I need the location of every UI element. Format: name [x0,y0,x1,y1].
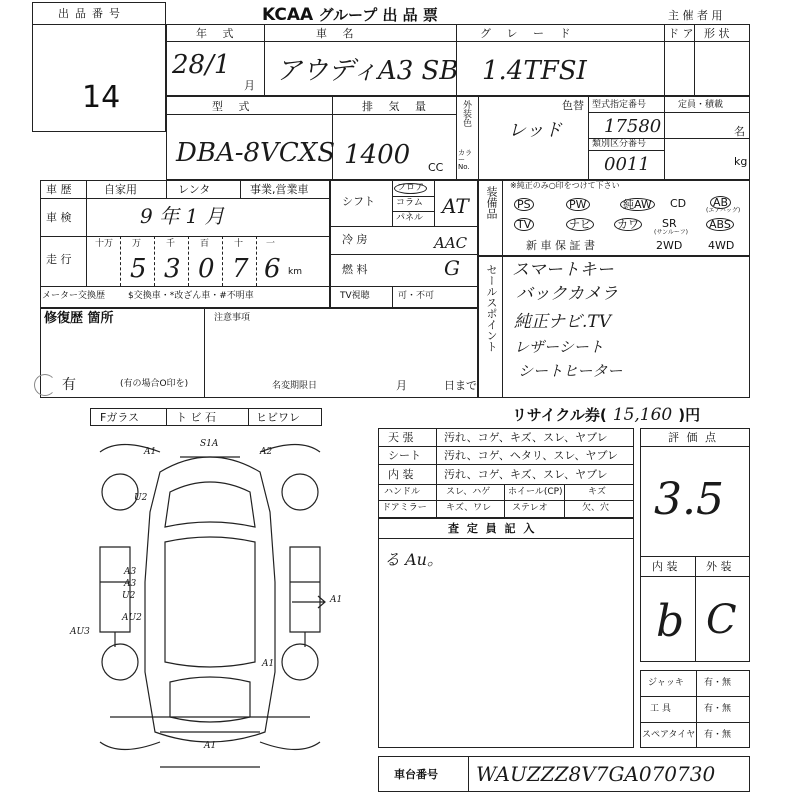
history-opt-business: 事業,営業車 [250,183,309,196]
cond-interior-options: 汚れ、コゲ、キズ、スレ、ヤブレ [444,468,608,481]
mileage-digit-100: 0 [198,254,215,284]
year-label: 年 式 [196,27,240,40]
sales-points-label: セールスポイント [485,264,498,352]
mark-au3: AU3 [70,627,90,637]
color-code-label: カラーNo. [458,149,472,171]
cond-ceiling-label: 天 張 [388,431,414,444]
name-change-label: 名変期限日 [272,381,318,391]
inspector-label: 査 定 員 記 入 [448,522,537,535]
recycle-row [512,404,700,425]
mileage-unit-10k: 万 [132,239,142,249]
model-value: DBA-8VCXS [176,138,336,168]
recycle-value: 15,160 [612,405,673,425]
glass-crack: ヒビワレ [256,411,300,424]
handle-label: ハンドル [384,487,421,497]
ac-value: AAC [434,234,468,252]
kg-unit: kg [734,155,748,168]
jack-value: 有・無 [704,678,732,688]
capacity-label: 定員・積載 [678,100,724,110]
mark-a3-top: A3 [124,567,137,577]
equipment-label: 装備品 [485,186,498,219]
sales-point-3: 純正ナビ.TV [514,312,612,332]
mark-a1-front: A1 [144,447,157,457]
displacement-label: 排 気 量 [362,100,432,113]
fuel-value: G [444,256,460,280]
name-change-day: 日まで [444,379,477,392]
repair-flag: 有 [62,377,76,393]
stereo-label: ステレオ [512,503,548,513]
drive-2wd: 2WD [656,239,683,252]
name-change-month: 月 [396,379,407,392]
repair-label: 修復歴 箇所 [44,311,114,326]
shift-opt-panel: パネル [396,213,424,223]
model-label: 型 式 [212,100,256,113]
drive-4wd: 4WD [708,239,735,252]
car-side-panels [100,457,320,767]
mileage-digit-10: 7 [232,254,249,284]
exterior-grade: C [706,597,737,643]
mark-a3-mid: A3 [124,579,137,589]
class-no-label: 類別区分番号 [592,139,647,149]
car-body-outline [145,457,275,742]
equip-ab-sub: (エアバッグ) [706,207,741,214]
grade-value: 1.4TFSI [482,56,587,86]
meter-label: メーター交換歴 [42,291,106,301]
shape-label: 形 状 [704,27,730,40]
tool-value: 有・無 [704,704,732,714]
chassis-label: 車台番号 [394,768,438,781]
inspection-value: 9 年 1 月 [140,204,225,228]
equip-sr: SR [662,217,677,230]
chassis-value: WAUZZZ8V7GA070730 [476,762,716,786]
car-name-value: アウディA3 SB [276,56,459,86]
notes-label: 注意事項 [214,313,251,323]
sales-point-2: バックカメラ [516,284,618,304]
interior-grade: b [656,596,685,647]
mileage-unit-10: 十 [234,239,244,249]
grade-label: グ レ ー ド [480,27,577,40]
equip-kawa: カワ [614,218,642,231]
inspector-comment: る Au。 [384,550,443,569]
mileage-digit-1k: 3 [164,254,181,284]
tool-label: 工 具 [650,704,671,714]
interior-label: 内 装 [652,560,678,573]
mark-au2: AU2 [122,613,142,623]
mark-a1-rear-right: A1 [262,659,275,669]
title-text: グループ 出 品 票 [318,6,438,24]
tv-label: TV視聴 [340,291,370,301]
mirror-label: ドアミラー [382,503,427,513]
wheel-label: ホイール(CP) [508,487,563,497]
score-value: 3.5 [654,474,724,525]
equip-cd: CD [670,197,687,210]
recycle-unit: )円 [678,406,701,424]
repair-circle [34,374,56,396]
equip-sr-sub: (サンルーフ) [654,229,688,236]
meter-options: $交換車・*改ざん車・#不明車 [128,291,254,301]
equip-tv: TV [514,218,534,231]
mark-s1a: S1A [200,439,219,449]
displacement-value: 1400 [344,140,411,170]
mark-a1-right: A1 [330,595,343,605]
lot-number-label: 出品番号 [58,7,126,20]
sales-point-4: レザーシート [514,338,604,356]
equip-abs: ABS [706,218,734,231]
equipment-note: ※純正のみ○印をつけて下さい [510,181,620,190]
type-no-label: 型式指定番号 [592,100,647,110]
tv-value: 可・不可 [398,291,435,301]
host-label: 主 催 者 用 [668,9,723,22]
cc-unit: CC [428,161,444,174]
shift-opt-column: コラム [396,198,423,208]
color-value: レッド [508,120,562,141]
car-wheels [102,474,318,680]
damage-arrow [292,596,325,608]
fuel-label: 燃 料 [342,263,368,276]
cond-interior-label: 内 装 [388,468,414,481]
type-no-value: 17580 [604,116,662,137]
warranty-label: 新 車 保 証 書 [526,239,595,252]
repair-note: (有の場合O印を) [120,379,189,389]
handle-options: スレ、ハゲ [446,487,491,497]
mileage-unit-1: 一 [266,239,276,249]
person-unit: 名 [734,125,745,138]
equip-ab: AB [710,196,731,209]
equip-aw: 純AW [620,198,655,211]
sheet-title [262,4,438,25]
shift-value: AT [442,194,469,218]
door-label: ド ア [668,27,694,40]
history-opt-rental: レンタ [178,183,211,196]
mark-a2: A2 [260,447,273,457]
recycle-label: リサイクル券( [512,406,607,424]
year-value: 28/1 [172,50,231,80]
mark-u2-mid: U2 [122,591,136,601]
cond-ceiling-options: 汚れ、コゲ、キズ、スレ、ヤブレ [444,431,608,444]
km-unit: km [288,267,302,277]
cond-seat-label: シート [388,449,421,462]
shift-opt-floor: フロア [394,183,427,194]
mirror-options: キズ、ワレ [446,503,492,513]
mileage-digit-10k: 5 [130,254,147,284]
glass-fglass: Fガラス [100,411,139,424]
jack-label: ジャッキ [648,678,684,688]
spare-value: 有・無 [704,730,732,740]
equip-ps: PS [514,198,534,211]
brand-logo: KCAA [262,5,314,25]
car-name-label: 車 名 [316,27,360,40]
history-label: 車 歴 [46,183,72,196]
ext-color-label: 外装色 [461,100,471,127]
class-no-value: 0011 [604,154,650,175]
shift-label: シフト [342,195,375,208]
mileage-unit-100k: 十万 [95,239,114,249]
stereo-options: 欠、穴 [582,503,610,513]
mileage-label: 走 行 [46,253,72,266]
history-opt-private: 自家用 [104,183,137,196]
wheel-options: キズ [588,487,606,497]
ac-label: 冷 房 [342,233,368,246]
mark-a1-rear: A1 [204,741,217,751]
glass-chip: ト ビ 石 [176,411,216,424]
inspection-label: 車 検 [46,211,72,224]
history-table [40,180,330,308]
exterior-label: 外 装 [706,560,732,573]
spare-label: スペアタイヤ [642,730,696,740]
equip-pw: PW [566,198,590,211]
mark-u2-left: U2 [134,493,148,503]
color-change-label: 色替 [562,99,584,112]
lot-number: 14 [82,80,121,115]
car-diagram [60,432,360,772]
month-unit: 月 [244,79,255,92]
mileage-digit-1: 6 [264,254,281,284]
mileage-unit-100: 百 [200,239,210,249]
score-label: 評 価 点 [668,431,718,444]
sales-point-5: シートヒーター [518,362,623,380]
mileage-unit-1k: 千 [166,239,176,249]
equip-navi: ナビ [566,218,594,231]
sales-point-1: スマートキー [512,260,614,280]
cond-seat-options: 汚れ、コゲ、ヘタリ、スレ、ヤブレ [444,449,619,462]
